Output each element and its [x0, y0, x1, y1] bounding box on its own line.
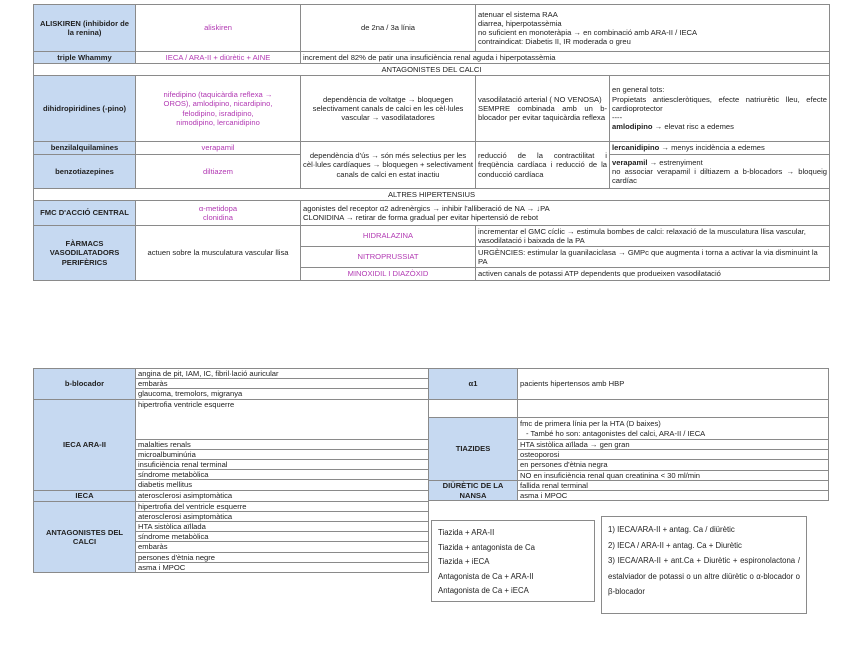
hidralazina-drug: HIDRALAZINA: [301, 226, 476, 247]
whammy-note: increment del 82% de patir una insuficiència renal aguda i hiperpotassèmia: [301, 52, 830, 64]
antihypertensive-drugs-table: [33, 4, 830, 281]
dihidro-mechanism: dependència de voltatge → bloquegen selectivament canals de calci en les cèl·lules vascular → vasodilatadores: [301, 76, 476, 142]
list-item: embaràs: [136, 542, 429, 552]
aliskiren-notes: atenuar el sistema RAA diarrea, hiperpotassèmia no suficient en monoteràpia → en combinació amb ARA-II / IECA contraindicat: Diabetis II, IR moderada o greu: [476, 5, 830, 52]
list-item: en persones d'ètnia negra: [518, 460, 829, 470]
combo-step: 1) IECA/ARA-II + antag. Ca / diürètic: [608, 525, 735, 534]
whammy-drugs: IECA / ARA-II + diürètic + AINE: [136, 52, 301, 64]
combo-item: Antagonista de Ca + ARA-II: [438, 571, 534, 581]
benzo-header: benzotiazepines: [34, 155, 136, 189]
list-item: osteoporosi: [518, 450, 829, 460]
diuretics-table: [428, 368, 829, 501]
list-item: microalbuminúria: [136, 449, 429, 459]
indications-table: [33, 368, 429, 573]
list-item: asma i MPOC: [518, 491, 829, 501]
vaso-header: FÀRMACS VASODILATADORS PERIFÈRICS: [34, 226, 136, 281]
shared-effect: reducció de la contractilitat i freqüència cardíaca i reducció de la conducció cardíaca: [476, 142, 610, 189]
verap-notes: verapamil → estrenyiment no associar verapamil i diltiazem a b-blocadors → bloqueig cardíac: [610, 155, 830, 189]
calci-general-notes: en general tots: Propietats antiescleròtiques, efecte natriurètic lleu, efecte cardioprotector ---- amlodipino → elevat risc a edemes: [610, 76, 830, 142]
fmc-drugs: α-metidopa clonidina: [136, 201, 301, 226]
hidralazina-text: incrementar el GMC cíclic → estimula bombes de calci: relaxació de la musculatura llisa vascular, vasodilatació i baixada de la PA: [476, 226, 830, 247]
list-item: insuficiència renal terminal: [136, 460, 429, 470]
list-item: aterosclerosi asimptomàtica: [136, 490, 429, 501]
combo-item: Antagonista de Ca + iECA: [438, 586, 529, 595]
list-item: malalties renals: [136, 439, 429, 449]
dihidro-header: dihidropiridines (-pino): [34, 76, 136, 142]
list-item: hipertrofia del ventricle esquerre: [136, 501, 429, 511]
list-item: aterosclerosi asimptomàtica: [136, 511, 429, 521]
combo-item: Tiazida + iECA: [438, 557, 490, 566]
list-item: NO en insuficiència renal quan creatinina < 30 ml/min: [518, 470, 829, 480]
list-item: persones d'ètnia negre: [136, 552, 429, 562]
list-item: glaucoma, tremolors, migranya: [136, 389, 429, 399]
minoxidil-text: activen canals de potassi ATP dependents que produeixen vasodilatació: [476, 268, 830, 281]
list-item: asma i MPOC: [136, 562, 429, 572]
whammy-header: triple Whammy: [34, 52, 136, 64]
altres-section-band: ALTRES HIPERTENSIUS: [34, 189, 830, 201]
fmc-header: FMC D'ACCIÓ CENTRAL: [34, 201, 136, 226]
benzil-drug: verapamil: [136, 142, 301, 155]
combo-step: 2) IECA / ARA-II + antag. Ca + Diurètic: [608, 540, 742, 550]
nansa-header: DIÜRÈTIC DE LA NANSA: [429, 480, 518, 500]
alpha1-text: pacients hipertensos amb HBP: [518, 369, 829, 400]
aliskiren-header: ALISKIREN (inhibidor de la renina): [34, 5, 136, 52]
list-item: HTA sistòlica aïllada: [136, 522, 429, 532]
combo-step: 3) IECA/ARA-II + ant.Ca + Diurètic + espironolactona / estalviador de potassi o un altre diürètic o α-blocador o β-blocador: [608, 556, 800, 596]
fmc-notes: agonistes del receptor α2 adrenèrgics → inhibir l'alliberació de NA → ↓PA CLONIDINA → retirar de forma gradual per evitar hipertensió de rebot: [301, 201, 830, 226]
benzo-drug: diltiazem: [136, 155, 301, 189]
ieca-ara-header: IECA ARA-II: [34, 399, 136, 490]
dihidro-drugs: nifedipino (taquicàrdia reflexa → OROS), amlodipino, nicardipino, felodipino, isradipino, nimodipino, lercanidipino: [136, 76, 301, 142]
antag-calci-header: ANTAGONISTES DEL CALCI: [34, 501, 136, 572]
bblocador-header: b-blocador: [34, 369, 136, 400]
tiazides-header: TIAZIDES: [429, 418, 518, 481]
list-item: hipertrofia ventricle esquerre: [136, 399, 429, 439]
combo-item: Tiazida + antagonista de Ca: [438, 542, 536, 552]
benzil-header: benzilalquilamines: [34, 142, 136, 155]
list-item: síndrome metabòlica: [136, 532, 429, 542]
aliskiren-drug: aliskiren: [136, 5, 301, 52]
combination-box-2: [601, 516, 807, 614]
aliskiren-line: de 2na / 3a línia: [301, 5, 476, 52]
list-item: HTA sistòlica aïllada → gen gran: [518, 440, 829, 450]
combo-item: Tiazida + ARA-II: [438, 528, 495, 537]
alpha1-header: α1: [429, 369, 518, 400]
vaso-mechanism: actuen sobre la musculatura vascular llisa: [136, 226, 301, 281]
list-item: fallida renal terminal: [518, 480, 829, 490]
list-item: embaràs: [136, 379, 429, 389]
lerca-note: lercanidipino → menys incidència a edemes: [610, 142, 830, 155]
shared-mechanism: dependència d'ús → són més selectius per les cèl·lules cardíaques → bloquegen + selectivament canals de calci en estat inactiu: [301, 142, 476, 189]
combination-box-1: [431, 520, 595, 602]
calci-section-band: ANTAGONISTES DEL CALCI: [34, 64, 830, 76]
nitroprussiat-text: URGÈNCIES: estimular la guanilaciclasa → GMPc que augmenta i torna a activar la via disminuint la PA: [476, 247, 830, 268]
tiazides-first: fmc de primera línia per la HTA (D baixes) - També ho son: antagonistes del calci, ARA-II / IECA: [518, 418, 829, 440]
nitroprussiat-drug: NITROPRUSSIAT: [301, 247, 476, 268]
list-item: síndrome metabòlica: [136, 470, 429, 480]
ieca-header: IECA: [34, 490, 136, 501]
minoxidil-drug: MINOXIDIL I DIAZÒXID: [301, 268, 476, 281]
dihidro-effect: vasodilatació arterial ( NO VENOSA) SEMPRE combinada amb un b-blocador per evitar taquicàrdia reflexa: [476, 76, 610, 142]
list-item: angina de pit, IAM, IC, fibril·lació auricular: [136, 369, 429, 379]
list-item: diabetis mellitus: [136, 480, 429, 490]
